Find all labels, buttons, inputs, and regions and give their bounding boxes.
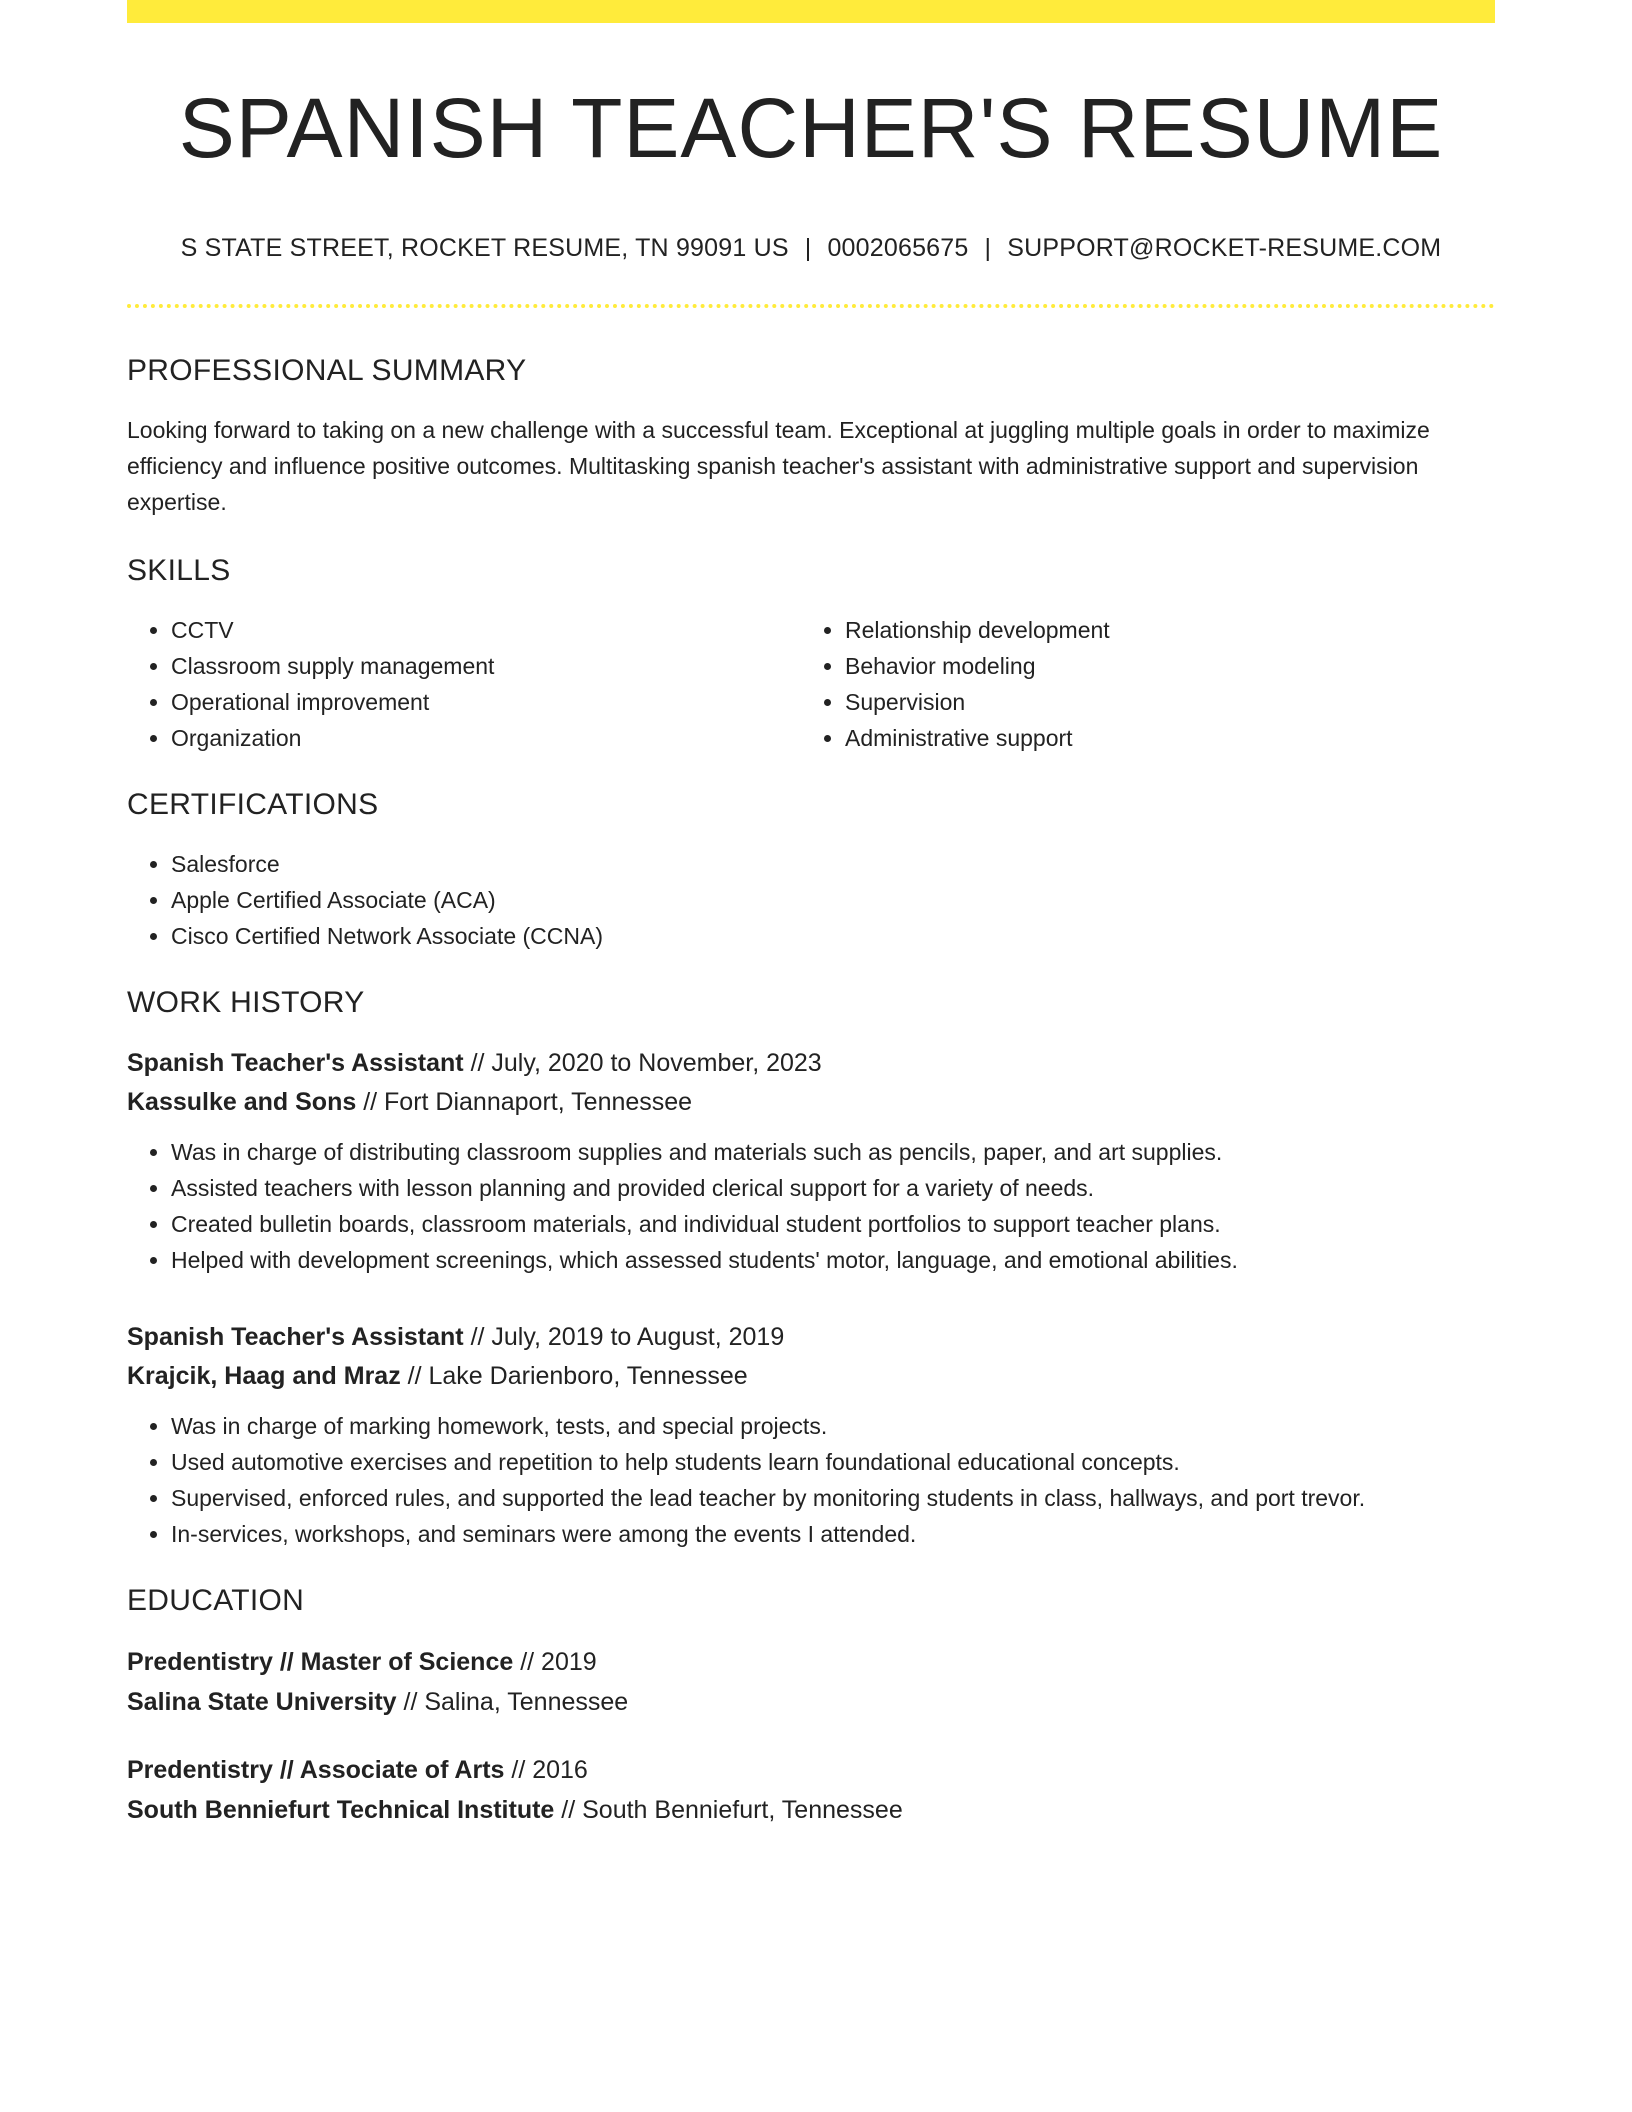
job-location: // Lake Darienboro, Tennessee <box>400 1362 748 1390</box>
certification-item: • Apple Certified Associate (ACA) <box>171 882 1495 918</box>
education-entry <box>127 1750 1495 1830</box>
summary-heading: PROFESSIONAL SUMMARY <box>127 354 527 387</box>
summary-text: Looking forward to taking on a new challenge with a successful team. Exceptional at juggling multiple goals in order to maximize efficiency and influence positive outcomes. Multitasking spanish teacher's assistant with administrative support and supervision expertise. <box>127 417 1430 515</box>
education-entry <box>127 1642 1495 1722</box>
header-divider <box>127 304 1495 308</box>
education-degree-line <box>127 1750 1495 1790</box>
skills-column-left <box>127 612 801 756</box>
contact-phone: 0002065675 <box>827 234 969 262</box>
skill-item: • Relationship development <box>845 612 1475 648</box>
job-location: // Fort Diannaport, Tennessee <box>356 1088 693 1116</box>
job-title: Spanish Teacher's Assistant <box>127 1323 464 1351</box>
job-title: Spanish Teacher's Assistant <box>127 1049 464 1077</box>
education-degree-line <box>127 1642 1495 1682</box>
skill-item: • CCTV <box>171 612 801 648</box>
skill-item: • Administrative support <box>845 720 1475 756</box>
job-header <box>127 1044 1495 1122</box>
job-duty: • Supervised, enforced rules, and supported the lead teacher by monitoring students in class, hallways, and port trevor. <box>171 1480 1495 1516</box>
work-history-heading: WORK HISTORY <box>127 986 365 1019</box>
contact-address: S STATE STREET, ROCKET RESUME, TN 99091 US <box>180 234 789 262</box>
certifications-list <box>127 846 1495 954</box>
job-dates: // July, 2019 to August, 2019 <box>463 1323 785 1351</box>
skill-item: • Supervision <box>845 684 1475 720</box>
certifications-heading: CERTIFICATIONS <box>127 788 379 821</box>
job-duty: • In-services, workshops, and seminars were among the events I attended. <box>171 1516 1495 1552</box>
job-company-line <box>127 1083 1495 1122</box>
resume-title: SPANISH TEACHER'S RESUME <box>178 81 1444 175</box>
job-duty: • Assisted teachers with lesson planning and provided clerical support for a variety of needs. <box>171 1170 1495 1206</box>
education-school-line <box>127 1682 1495 1722</box>
job-duty: • Was in charge of marking homework, tests, and special projects. <box>171 1408 1495 1444</box>
skills-column-right <box>801 612 1475 756</box>
contact-separator: | <box>984 234 992 262</box>
job-duties-list <box>127 1408 1495 1552</box>
skill-item: • Organization <box>171 720 801 756</box>
job-company: Krajcik, Haag and Mraz <box>127 1362 401 1390</box>
job-duty: • Created bulletin boards, classroom materials, and individual student portfolios to support teacher plans. <box>171 1206 1495 1242</box>
contact-line <box>127 232 1495 264</box>
job-duties-list <box>127 1134 1495 1278</box>
job-title-line <box>127 1318 1495 1357</box>
education-school: South Benniefurt Technical Institute <box>127 1796 555 1824</box>
skills-list-left <box>127 612 801 756</box>
skills-list-right <box>801 612 1475 756</box>
education-location: // South Benniefurt, Tennessee <box>554 1796 903 1824</box>
skills-heading: SKILLS <box>127 554 231 587</box>
education-degree: Predentistry // Master of Science <box>127 1648 514 1676</box>
contact-email: SUPPORT@ROCKET-RESUME.COM <box>1007 234 1442 262</box>
job-duty: • Was in charge of distributing classroom supplies and materials such as pencils, paper, and art supplies. <box>171 1134 1495 1170</box>
education-school-line <box>127 1790 1495 1830</box>
education-school: Salina State University <box>127 1688 397 1716</box>
job-company-line <box>127 1357 1495 1396</box>
job-header <box>127 1318 1495 1396</box>
education-year: // 2019 <box>513 1648 597 1676</box>
skills-grid <box>127 612 1495 756</box>
education-heading: EDUCATION <box>127 1584 305 1617</box>
job-dates: // July, 2020 to November, 2023 <box>463 1049 822 1077</box>
job-title-line <box>127 1044 1495 1083</box>
education-year: // 2016 <box>504 1756 588 1784</box>
job-company: Kassulke and Sons <box>127 1088 357 1116</box>
education-degree: Predentistry // Associate of Arts <box>127 1756 505 1784</box>
job-duty: • Used automotive exercises and repetition to help students learn foundational educational concepts. <box>171 1444 1495 1480</box>
certification-item: • Cisco Certified Network Associate (CCNA) <box>171 918 1495 954</box>
contact-separator: | <box>804 234 812 262</box>
certification-item: • Salesforce <box>171 846 1495 882</box>
skill-item: • Classroom supply management <box>171 648 801 684</box>
skill-item: • Behavior modeling <box>845 648 1475 684</box>
education-location: // Salina, Tennessee <box>396 1688 629 1716</box>
job-duty: • Helped with development screenings, which assessed students' motor, language, and emotional abilities. <box>171 1242 1495 1278</box>
resume-content <box>127 0 1495 1830</box>
skill-item: • Operational improvement <box>171 684 801 720</box>
